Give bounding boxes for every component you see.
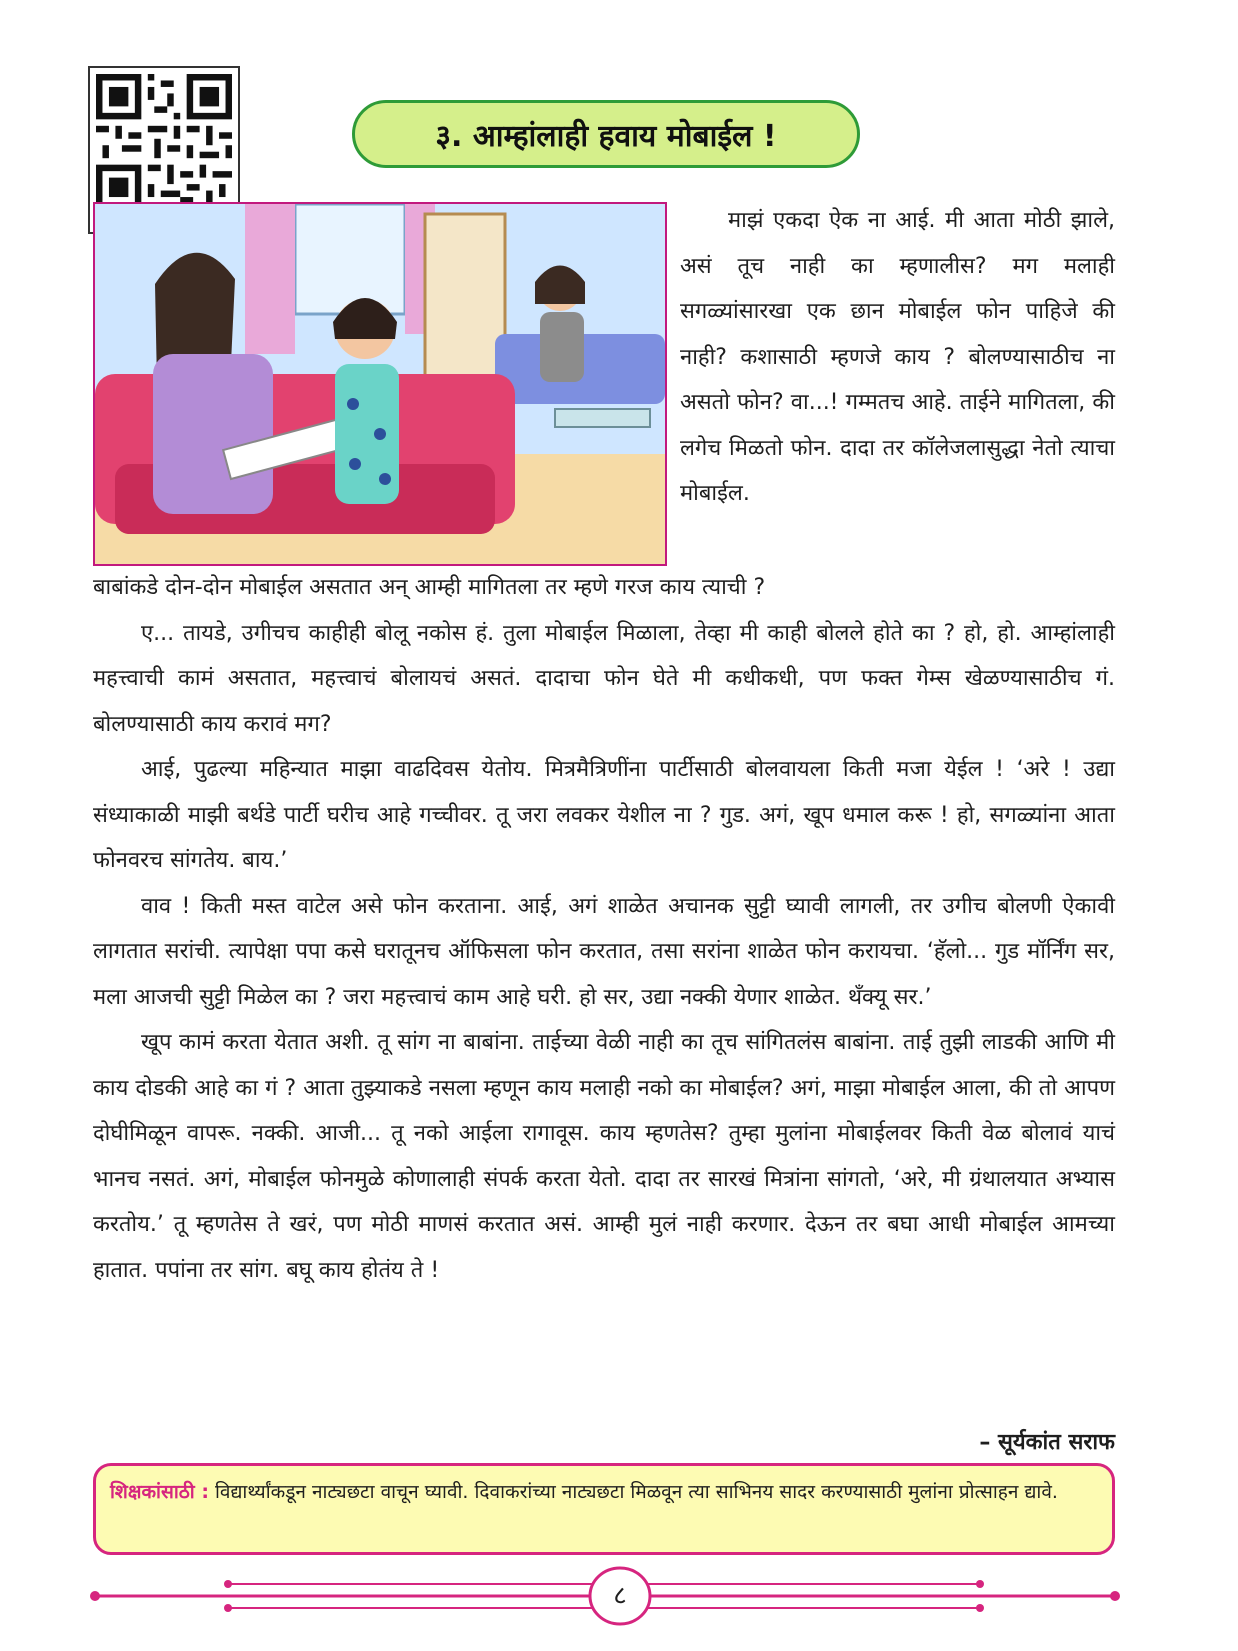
chapter-title bbox=[352, 100, 860, 168]
paragraph: बाबांकडे दोन-दोन मोबाईल असतात अन् आम्ही मागितला तर म्हणे गरज काय त्याची ? bbox=[93, 575, 766, 600]
paragraph: ए... तायडे, उगीचच काहीही बोलू नकोस हं. तुला मोबाईल मिळाला, तेव्हा मी काही बोलले होते का ? हो, हो. आम्हांलाही महत्त्वाची कामं असतात, महत्त्वाचं बोलायचं असतं. दादाचा फोन घेते मी कधीकधी, पण फक्त गेम्स खेळण्यासाठीच गं. बोलण्यासाठी काय करावं मग? bbox=[93, 620, 1115, 737]
chapter-title-text: ३. आम्हांलाही हवाय मोबाईल ! bbox=[435, 118, 777, 154]
paragraph: वाव ! किती मस्त वाटेल असे फोन करताना. आई, अगं शाळेत अचानक सुट्टी घ्यावी लागली, तर उगीच बोलणी ऐकावी लागतात सरांची. त्यापेक्षा पपा कसे घरातूनच ऑफिसला फोन करतात, तसा सरांना शाळेत फोन करायचा. ‘हॅलो... गुड मॉर्निंग सर, मला आजची सुट्टी मिळेल का ? जरा महत्त्वाचं काम आहे घरी. हो सर, उद्या नक्की येणार शाळेत. थँक्यू सर.’ bbox=[93, 893, 1115, 1010]
author-credit: – सूर्यकांत सराफ bbox=[979, 1430, 1115, 1455]
story-body bbox=[93, 565, 1115, 1293]
intro-paragraph bbox=[680, 198, 1115, 517]
page-number: ८ bbox=[613, 1581, 627, 1611]
teacher-note-text: विद्यार्थ्यांकडून नाट्यछटा वाचून घ्यावी. दिवाकरांच्या नाट्यछटा मिळवून त्या साभिनय सादर करण्यासाठी मुलांना प्रोत्साहन द्यावे. bbox=[214, 1481, 1058, 1503]
qr-pattern-icon bbox=[96, 74, 232, 210]
story-illustration bbox=[93, 202, 667, 566]
teacher-note-label: शिक्षकांसाठी : bbox=[110, 1481, 209, 1503]
paragraph: आई, पुढल्या महिन्यात माझा वाढदिवस येतोय. मित्रमैत्रिणींना पार्टीसाठी बोलवायला किती मजा येईल ! ‘अरे ! उद्या संध्याकाळी माझी बर्थडे पार्टी घरीच आहे गच्चीवर. तू जरा लवकर येशील ना ? गुड. अगं, खूप धमाल करू ! हो, सगळ्यांना आता फोनवरच सांगतेय. बाय.’ bbox=[93, 757, 1115, 873]
illustration-drawing bbox=[95, 204, 665, 564]
teacher-note bbox=[93, 1463, 1115, 1555]
intro-paragraph-text: माझं एकदा ऐक ना आई. मी आता मोठी झाले, असं तूच नाही का म्हणालीस? मग मलाही सगळ्यांसारखा एक छान मोबाईल फोन पाहिजे की नाही? कशासाठी म्हणजे काय ? बोलण्यासाठीच ना असतो फोन? वा...! गम्मतच आहे. ताईने मागितला, की लगेच मिळतो फोन. दादा तर कॉलेजलासुद्धा नेतो त्याचा मोबाईल. bbox=[680, 208, 1115, 506]
paragraph: खूप कामं करता येतात अशी. तू सांग ना बाबांना. ताईच्या वेळी नाही का तूच सांगितलंस बाबांना. ताई तुझी लाडकी आणि मी काय दोडकी आहे का गं ? आता तुझ्याकडे नसला म्हणून काय मलाही नको का मोबाईल? अगं, माझा मोबाईल आला, की तो आपण दोघीमिळून वापरू. नक्की. आजी... तू नको आईला रागावूस. काय म्हणतेस? तुम्हा मुलांना मोबाईलवर किती वेळ बोलावं याचं भानच नसतं. अगं, मोबाईल फोनमुळे कोणालाही संपर्क करता येतो. दादा तर सारखं मित्रांना सांगतो, ‘अरे, मी ग्रंथालयात अभ्यास करतोय.’ तू म्हणतेस ते खरं, पण मोठी माणसं करतात असं. आम्ही मुलं नाही करणार. देऊन तर बघा आधी मोबाईल आमच्या हातात. पपांना तर सांग. बघू काय होतंय ते ! bbox=[93, 1030, 1115, 1283]
